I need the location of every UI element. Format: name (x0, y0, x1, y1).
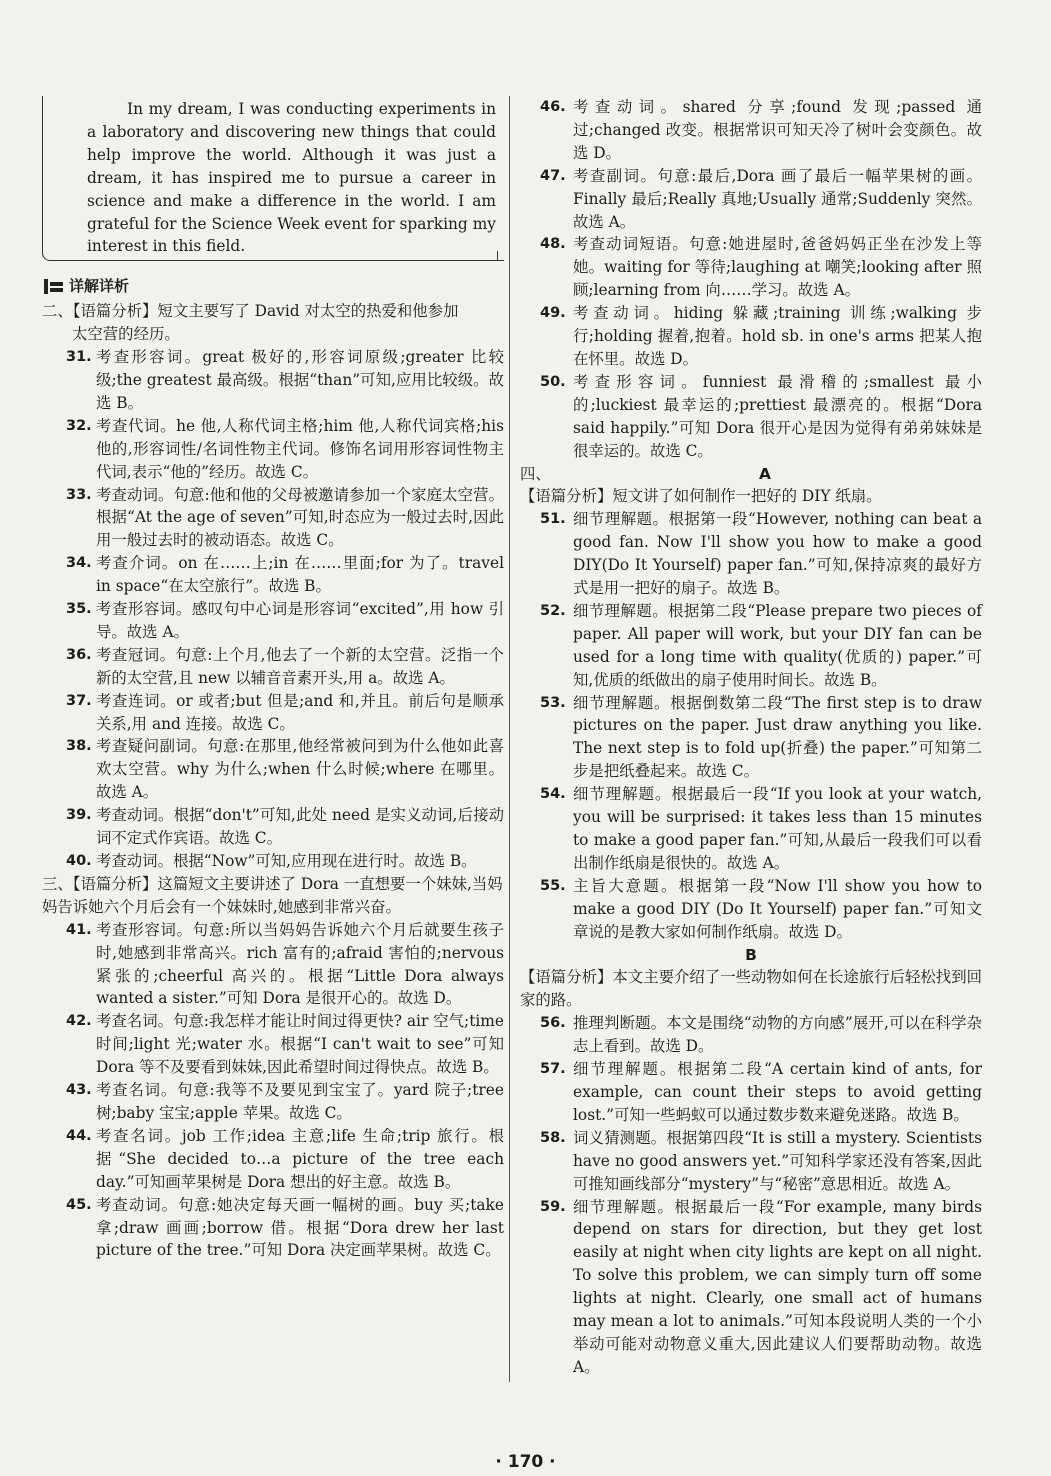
answer-item (520, 692, 982, 784)
answer-explanation: 考查连词。or 或者;but 但是;and 和,并且。前后句是顺承关系,用 and 连接。故选 C。 (96, 691, 504, 733)
answer-explanation: 考查代词。he 他,人称代词主格;him 他,人称代词宾格;his 他的,形容词性/名词性物主代词。修饰名词用形容词性物主代词,表示“他的”经历。故选 C。 (96, 416, 504, 481)
question-number: 52. (540, 602, 566, 619)
answer-explanation: 考查动词。根据“Now”可知,应用现在进行时。故选 B。 (96, 852, 477, 870)
essay-paragraph: In my dream, I was conducting experiments in a laboratory and discovering new things that could help improve the world. Although it was just a dream, it has inspired me to pursue a career in science and make a difference in the world. I am grateful for the Science Week event for sparking my interest in this field. (87, 100, 496, 256)
answer-item (36, 1125, 504, 1194)
answer-item (36, 919, 504, 1011)
answer-explanation: 考查形容词。great 极好的,形容词原级;greater 比较级;the greatest 最高级。根据“than”可知,应用比较级。故选 B。 (96, 348, 504, 412)
answer-item (36, 644, 504, 690)
page-number: · 170 · (495, 1452, 556, 1472)
question-number: 54. (540, 786, 566, 803)
answer-explanation: 细节理解题。根据第二段“Please prepare two pieces of paper. All paper will work, but your DIY fan can be used for a long time with quality(优质的) paper.”可知,优质的纸做出的扇子使用时间长。故选 B。 (573, 601, 982, 689)
answer-item (36, 690, 504, 736)
answer-item (520, 302, 982, 371)
answer-explanation: 考查名词。句意:我等不及要见到宝宝了。yard 院子;tree 树;baby 宝宝;apple 苹果。故选 C。 (96, 1081, 504, 1122)
answer-item (520, 508, 982, 600)
answer-explanation: 考查疑问副词。句意:在那里,他经常被问到为什么他如此喜欢太空营。why 为什么;when 什么时候;where 在哪里。故选 A。 (96, 737, 504, 802)
question-number: 36. (66, 646, 92, 663)
question-number: 49. (540, 305, 566, 322)
section-2-analysis: 二、【语篇分析】短文主要写了 David 对太空的热爱和他参加 太空营的经历。 (42, 302, 459, 344)
question-number: 31. (66, 349, 92, 366)
list-icon (44, 279, 63, 294)
answer-item (520, 1058, 982, 1127)
answer-explanation: 考查介词。on 在……上;in 在……里面;for 为了。travel in space“在太空旅行”。故选 B。 (96, 554, 504, 596)
passage-b-analysis: 【语篇分析】本文主要介绍了一些动物如何在长途旅行后轻松找到回家的路。 (520, 968, 982, 1010)
answer-explanation: 主旨大意题。根据第一段“Now I'll show you how to make a good DIY (Do It Yourself) paper fan.”可知文章说的是教大家如何制作纸扇。故选 D。 (573, 876, 982, 941)
question-number: 48. (540, 236, 566, 253)
section-3-analysis: 三、【语篇分析】这篇短文主要讲述了 Dora 一直想要一个妹妹,当妈妈告诉她六个月后会有一个妹妹时,她感到非常兴奋。 (42, 874, 503, 916)
section-3-items-continued (520, 96, 982, 463)
question-number: 59. (540, 1198, 566, 1215)
question-number: 46. (540, 99, 566, 115)
answer-explanation: 考查形容词。感叹句中心词是形容词“excited”,用 how 引导。故选 A。 (96, 600, 504, 641)
answer-item (520, 600, 982, 692)
answer-explanation: 考查动词短语。句意:她进屋时,爸爸妈妈正坐在沙发上等她。waiting for 等待;laughing at 嘲笑;looking after 照顾;learning from 向……学习。故选 A。 (573, 235, 982, 300)
answer-item (36, 735, 504, 804)
question-number: 53. (540, 694, 566, 711)
passage-b-items (520, 1012, 982, 1379)
answer-explanation: 细节理解题。根据倒数第二段“The first step is to draw pictures on the paper. Just draw anything you like. The next step is to fold up(折叠) the paper.”可知第二步是把纸叠起来。故选 C。 (573, 693, 982, 781)
passage-a-items (520, 508, 982, 943)
answer-item (520, 96, 982, 165)
question-number: 37. (66, 692, 92, 709)
answer-item (520, 783, 982, 875)
answer-item (520, 165, 982, 234)
answer-item (36, 415, 504, 484)
question-number: 50. (540, 373, 566, 390)
answer-item (36, 552, 504, 598)
answer-item (36, 598, 504, 644)
answer-item (520, 875, 982, 944)
answer-explanation: 考查动词。shared 分享;found 发现;passed 通过;changed 改变。根据常识可知天冷了树叶会变颜色。故选 D。 (573, 98, 982, 162)
section-4-header (520, 463, 982, 486)
question-number: 35. (66, 601, 92, 618)
passage-a-analysis: 【语篇分析】短文讲了如何制作一把好的 DIY 纸扇。 (520, 487, 882, 506)
question-number: 43. (66, 1082, 92, 1099)
question-number: 33. (66, 486, 92, 503)
right-column (520, 96, 982, 1379)
left-column (36, 96, 504, 1262)
question-number: 55. (540, 877, 566, 894)
answer-explanation: 考查动词。根据“don't”可知,此处 need 是实义动词,后接动词不定式作宾语。故选 C。 (96, 806, 504, 848)
answer-explanation: 考查名词。句意:我怎样才能让时间过得更快? air 空气;time 时间;light 光;water 水。根据“I can't wait to see”可知 Dora 等不及要看到妹妹,因此希望时间过得快点。故选 B。 (96, 1012, 504, 1077)
question-number: 38. (66, 738, 92, 755)
question-number: 51. (540, 511, 566, 528)
question-number: 40. (66, 853, 92, 869)
answer-explanation: 细节理解题。根据第二段“A certain kind of ants, for example, can count their steps to avoid getting lost.”可知一些蚂蚁可以通过数步数来避免迷路。故选 B。 (573, 1060, 982, 1124)
answer-item (36, 346, 504, 415)
answer-item (520, 371, 982, 463)
answer-item (36, 1194, 504, 1263)
answer-explanation: 考查副词。句意:最后,Dora 画了最后一幅苹果树的画。Finally 最后;Really 真地;Usually 通常;Suddenly 突然。故选 A。 (573, 166, 982, 231)
answer-item (520, 1127, 982, 1196)
section-heading-label: 详解详析 (69, 277, 130, 296)
question-number: 56. (540, 1015, 566, 1032)
answer-explanation: 考查形容词。句意:所以当妈妈告诉她六个月后就要生孩子时,她感到非常高兴。rich 富有的;afraid 害怕的;nervous 紧张的;cheerful 高兴的。根据“Little Dora always wanted a sister.”可知 Dora 是很开心的。故选 D。 (96, 920, 504, 1008)
answer-explanation: 考查动词。句意:他和他的父母被邀请参加一个家庭太空营。根据“At the age of seven”可知,时态应为一般过去时,因此用一般过去时的被动语态。故选 C。 (96, 485, 504, 550)
answer-item (520, 1196, 982, 1379)
answer-explanation: 考查名词。job 工作;idea 主意;life 生命;trip 旅行。根据“She decided to…a picture of the tree each day.”可知画苹果树是 Dora 想出的好主意。故选 B。 (96, 1126, 504, 1191)
answer-explanation: 考查动词。hiding 躲藏;training 训练;walking 步行;holding 握着,抱着。hold sb. in one's arms 把某人抱在怀里。故选 D。 (573, 304, 982, 368)
column-divider (509, 96, 510, 1382)
answer-explanation: 细节理解题。根据最后一段“If you look at your watch, you will be surprised: it takes less than 15 minutes to make a good paper fan.”可知,从最后一段我们可以看出制作纸扇是很快的。故选 A。 (573, 785, 982, 872)
answer-item (36, 484, 504, 553)
section-2-items (36, 346, 504, 873)
answer-explanation: 细节理解题。根据第一段“However, nothing can beat a good fan. Now I'll show you how to make a good DIY(Do It Yourself) paper fan.”可知,保持凉爽的最好方式是用一把好的扇子。故选 B。 (573, 510, 982, 598)
question-number: 39. (66, 807, 92, 824)
question-number: 41. (66, 921, 92, 938)
question-number: 32. (66, 417, 92, 434)
answer-explanation: 考查形容词。funniest 最滑稽的;smallest 最小的;luckiest 最幸运的;prettiest 最漂亮的。根据“Dora said happily.”可知 Dora 很开心是因为觉得有弟弟妹妹是很幸运的。故选 C。 (573, 372, 982, 460)
question-number: 44. (66, 1127, 92, 1144)
passage-a-label: A (759, 464, 771, 483)
question-number: 42. (66, 1013, 92, 1030)
question-number: 34. (66, 555, 92, 572)
answer-explanation: 考查冠词。句意:上个月,他去了一个新的太空营。泛指一个新的太空营,且 new 以辅音音素开头,用 a。故选 A。 (96, 645, 504, 687)
question-number: 58. (540, 1129, 566, 1146)
answer-explanation: 考查动词。句意:她决定每天画一幅树的画。buy 买;take 拿;draw 画画;borrow 借。根据“Dora drew her last picture of the tree.”可知 Dora 决定画苹果树。故选 C。 (96, 1195, 504, 1260)
passage-b-label: B (745, 945, 757, 964)
answer-item (36, 1010, 504, 1079)
answer-explanation: 推理判断题。本文是围绕“动物的方向感”展开,可以在科学杂志上看到。故选 D。 (573, 1014, 982, 1056)
essay-text-box (42, 96, 504, 261)
answer-item (520, 1012, 982, 1058)
section-heading (44, 275, 504, 298)
answer-item (520, 233, 982, 302)
question-number: 45. (66, 1196, 92, 1213)
answer-explanation: 词义猜测题。根据第四段“It is still a mystery. Scientists have no good answers yet.”可知科学家还没有答案,因此可推知画线部分“mystery”与“秘密”意思相近。故选 A。 (573, 1128, 982, 1193)
answer-item (36, 850, 504, 873)
question-number: 47. (540, 167, 566, 184)
answer-explanation: 细节理解题。根据最后一段“For example, many birds depend on stars for direction, but they get lost easily at night when city lights are kept on all night. To solve this problem, we can simply turn off some lights at night. Clearly, one small act of humans may mean a lot to animals.”可知本段说明人类的一个小举动可能对动物意义重大,因此建议人们要帮助动物。故选 A。 (573, 1197, 982, 1376)
section-3-items (36, 919, 504, 1263)
section-4-numeral: 四、 (520, 464, 551, 483)
answer-item (36, 1079, 504, 1125)
question-number: 57. (540, 1061, 566, 1078)
answer-item (36, 804, 504, 850)
essay-box (36, 96, 504, 267)
